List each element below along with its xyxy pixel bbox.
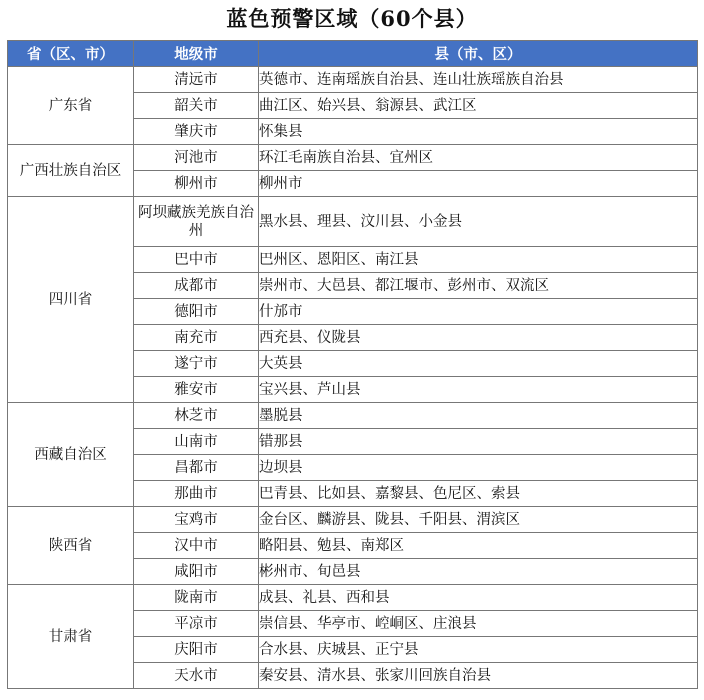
county-cell: 英德市、连南瑶族自治县、连山壮族瑶族自治县 bbox=[259, 67, 698, 93]
county-cell: 巴州区、恩阳区、南江县 bbox=[259, 247, 698, 273]
county-cell: 崇信县、华亭市、崆峒区、庄浪县 bbox=[259, 611, 698, 637]
county-cell: 成县、礼县、西和县 bbox=[259, 585, 698, 611]
city-cell: 昌都市 bbox=[134, 455, 259, 481]
county-cell: 黑水县、理县、汶川县、小金县 bbox=[259, 197, 698, 247]
table-row bbox=[8, 507, 698, 533]
city-cell: 陇南市 bbox=[134, 585, 259, 611]
province-cell: 甘肃省 bbox=[8, 585, 134, 689]
county-cell: 错那县 bbox=[259, 429, 698, 455]
city-cell: 成都市 bbox=[134, 273, 259, 299]
county-cell: 大英县 bbox=[259, 351, 698, 377]
county-cell: 秦安县、清水县、张家川回族自治县 bbox=[259, 663, 698, 689]
city-cell: 河池市 bbox=[134, 145, 259, 171]
city-cell: 韶关市 bbox=[134, 93, 259, 119]
table-row bbox=[8, 585, 698, 611]
city-cell: 咸阳市 bbox=[134, 559, 259, 585]
county-cell: 墨脱县 bbox=[259, 403, 698, 429]
header-county: 县（市、区） bbox=[259, 41, 698, 67]
city-cell: 汉中市 bbox=[134, 533, 259, 559]
county-cell: 彬州市、旬邑县 bbox=[259, 559, 698, 585]
city-cell: 林芝市 bbox=[134, 403, 259, 429]
county-cell: 略阳县、勉县、南郑区 bbox=[259, 533, 698, 559]
city-cell: 宝鸡市 bbox=[134, 507, 259, 533]
county-cell: 曲江区、始兴县、翁源县、武江区 bbox=[259, 93, 698, 119]
city-cell: 肇庆市 bbox=[134, 119, 259, 145]
county-cell: 环江毛南族自治县、宜州区 bbox=[259, 145, 698, 171]
table-row bbox=[8, 197, 698, 247]
city-cell: 天水市 bbox=[134, 663, 259, 689]
county-cell: 边坝县 bbox=[259, 455, 698, 481]
city-cell: 清远市 bbox=[134, 67, 259, 93]
city-cell: 雅安市 bbox=[134, 377, 259, 403]
warning-region-table bbox=[7, 40, 698, 689]
county-cell: 巴青县、比如县、嘉黎县、色尼区、索县 bbox=[259, 481, 698, 507]
province-cell: 西藏自治区 bbox=[8, 403, 134, 507]
county-cell: 宝兴县、芦山县 bbox=[259, 377, 698, 403]
province-cell: 广东省 bbox=[8, 67, 134, 145]
city-cell: 庆阳市 bbox=[134, 637, 259, 663]
city-cell: 山南市 bbox=[134, 429, 259, 455]
province-cell: 陕西省 bbox=[8, 507, 134, 585]
county-cell: 崇州市、大邑县、都江堰市、彭州市、双流区 bbox=[259, 273, 698, 299]
city-cell: 阿坝藏族羌族自治州 bbox=[134, 197, 259, 247]
county-cell: 金台区、麟游县、陇县、千阳县、渭滨区 bbox=[259, 507, 698, 533]
city-cell: 南充市 bbox=[134, 325, 259, 351]
county-cell: 柳州市 bbox=[259, 171, 698, 197]
province-cell: 广西壮族自治区 bbox=[8, 145, 134, 197]
table-row bbox=[8, 145, 698, 171]
city-cell: 那曲市 bbox=[134, 481, 259, 507]
city-cell: 巴中市 bbox=[134, 247, 259, 273]
table-header-row bbox=[8, 41, 698, 67]
table-row bbox=[8, 67, 698, 93]
county-cell: 西充县、仪陇县 bbox=[259, 325, 698, 351]
county-cell: 怀集县 bbox=[259, 119, 698, 145]
table-row bbox=[8, 403, 698, 429]
document-title: 蓝色预警区域（60个县） bbox=[226, 6, 478, 31]
province-cell: 四川省 bbox=[8, 197, 134, 403]
city-cell: 德阳市 bbox=[134, 299, 259, 325]
city-cell: 平凉市 bbox=[134, 611, 259, 637]
city-cell: 柳州市 bbox=[134, 171, 259, 197]
header-city: 地级市 bbox=[134, 41, 259, 67]
county-cell: 合水县、庆城县、正宁县 bbox=[259, 637, 698, 663]
city-cell: 遂宁市 bbox=[134, 351, 259, 377]
county-cell: 什邡市 bbox=[259, 299, 698, 325]
header-province: 省（区、市） bbox=[8, 41, 134, 67]
